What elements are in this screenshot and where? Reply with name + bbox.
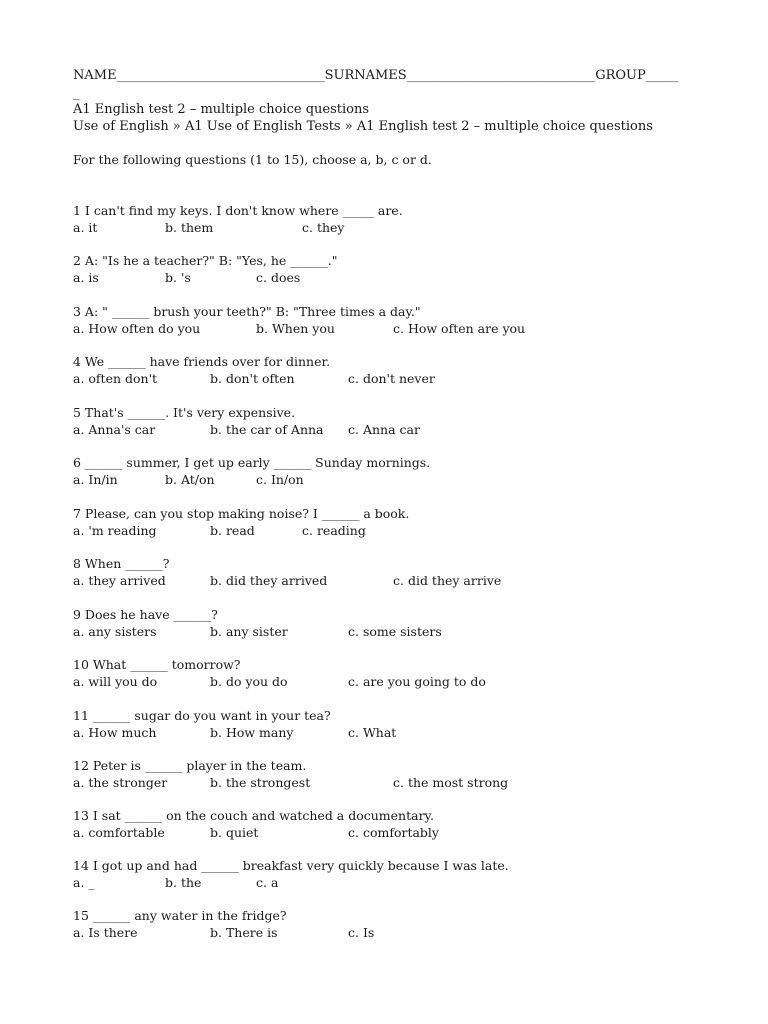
breadcrumb: Use of English » A1 Use of English Tests » A1 English test 2 – multiple choice questions [73, 119, 653, 134]
answer-option[interactable]: b. did they arrived [210, 573, 328, 588]
question-text: 14 I got up and had ______ breakfast very quickly because I was late. [73, 858, 509, 873]
answer-option[interactable]: c. some sisters [348, 624, 442, 639]
question-text: 15 ______ any water in the fridge? [73, 908, 287, 923]
question-text: 12 Peter is ______ player in the team. [73, 758, 307, 773]
question-item [73, 556, 713, 592]
question-item [73, 203, 713, 239]
answer-option[interactable]: c. does [256, 270, 301, 285]
answer-option[interactable]: c. reading [302, 523, 366, 538]
answer-option[interactable]: c. comfortably [348, 825, 439, 840]
answer-option[interactable]: c. How often are you [393, 321, 526, 336]
answer-option[interactable]: b. the strongest [210, 775, 311, 790]
question-item [73, 405, 713, 441]
answer-option[interactable]: b. do you do [210, 674, 288, 689]
instructions: For the following questions (1 to 15), choose a, b, c or d. [73, 152, 432, 167]
question-text: 1 I can't find my keys. I don't know where _____ are. [73, 203, 403, 218]
answer-option[interactable]: a. they arrived [73, 573, 166, 588]
answer-option[interactable]: b. any sister [210, 624, 288, 639]
answer-option[interactable]: a. comfortable [73, 825, 165, 840]
answer-option[interactable]: b. quiet [210, 825, 259, 840]
answer-option[interactable]: a. the stronger [73, 775, 168, 790]
answer-option[interactable]: a. will you do [73, 674, 158, 689]
name-label: NAME [73, 68, 117, 83]
question-text: 13 I sat ______ on the couch and watched a documentary. [73, 808, 434, 823]
question-text: 3 A: " ______ brush your teeth?" B: "Three times a day." [73, 304, 421, 319]
question-item [73, 758, 713, 794]
surnames-blank[interactable]: _____________________________ [406, 68, 596, 83]
answer-option[interactable]: c. Anna car [348, 422, 420, 437]
question-text: 11 ______ sugar do you want in your tea? [73, 708, 331, 723]
group-blank[interactable]: _____ [645, 68, 679, 83]
answer-option[interactable]: c. In/on [256, 472, 304, 487]
question-text: 6 ______ summer, I get up early ______ Sunday mornings. [73, 455, 431, 470]
question-item [73, 808, 713, 844]
answer-option[interactable]: a. any sisters [73, 624, 157, 639]
answer-option[interactable]: a. _ [73, 875, 95, 890]
question-item [73, 607, 713, 643]
question-item [73, 708, 713, 744]
answer-option[interactable]: a. Is there [73, 925, 138, 940]
question-text: 4 We ______ have friends over for dinner. [73, 354, 331, 369]
question-item [73, 455, 713, 491]
question-text: 8 When ______? [73, 556, 170, 571]
question-text: 5 That's ______. It's very expensive. [73, 405, 296, 420]
question-item [73, 354, 713, 390]
answer-option[interactable]: c. are you going to do [348, 674, 486, 689]
answer-option[interactable]: a. How much [73, 725, 157, 740]
answer-option[interactable]: b. When you [256, 321, 335, 336]
group-label: GROUP [595, 68, 646, 83]
answer-option[interactable]: b. don't often [210, 371, 295, 386]
question-item [73, 304, 713, 340]
answer-option[interactable]: a. In/in [73, 472, 118, 487]
question-item [73, 858, 713, 894]
group-blank-wrap: _ [73, 86, 80, 101]
question-item [73, 253, 713, 289]
surnames-label: SURNAMES [324, 68, 407, 83]
question-item [73, 506, 713, 542]
answer-option[interactable]: a. 'm reading [73, 523, 157, 538]
answer-option[interactable]: b. 's [165, 270, 191, 285]
answer-option[interactable]: a. it [73, 220, 98, 235]
question-text: 7 Please, can you stop making noise? I ______ a book. [73, 506, 410, 521]
answer-option[interactable]: c. they [302, 220, 345, 235]
answer-option[interactable]: b. At/on [165, 472, 215, 487]
answer-option[interactable]: b. them [165, 220, 214, 235]
answer-option[interactable]: b. the car of Anna [210, 422, 324, 437]
answer-option[interactable]: c. the most strong [393, 775, 509, 790]
question-text: 10 What ______ tomorrow? [73, 657, 241, 672]
question-text: 9 Does he have ______? [73, 607, 218, 622]
answer-option[interactable]: a. often don't [73, 371, 158, 386]
question-text: 2 A: "Is he a teacher?" B: "Yes, he ______." [73, 253, 338, 268]
answer-option[interactable]: c. Is [348, 925, 375, 940]
answer-option[interactable]: b. How many [210, 725, 294, 740]
answer-option[interactable]: c. don't never [348, 371, 435, 386]
answer-option[interactable]: c. a [256, 875, 279, 890]
question-item [73, 908, 713, 944]
test-title: A1 English test 2 – multiple choice questions [73, 102, 370, 117]
answer-option[interactable]: a. is [73, 270, 99, 285]
answer-option[interactable]: c. What [348, 725, 397, 740]
answer-option[interactable]: b. the [165, 875, 202, 890]
student-info-header [73, 68, 678, 84]
answer-option[interactable]: b. There is [210, 925, 278, 940]
answer-option[interactable]: a. How often do you [73, 321, 201, 336]
answer-option[interactable]: b. read [210, 523, 255, 538]
name-blank[interactable]: ________________________________ [116, 68, 325, 83]
answer-option[interactable]: a. Anna's car [73, 422, 156, 437]
question-item [73, 657, 713, 693]
answer-option[interactable]: c. did they arrive [393, 573, 502, 588]
